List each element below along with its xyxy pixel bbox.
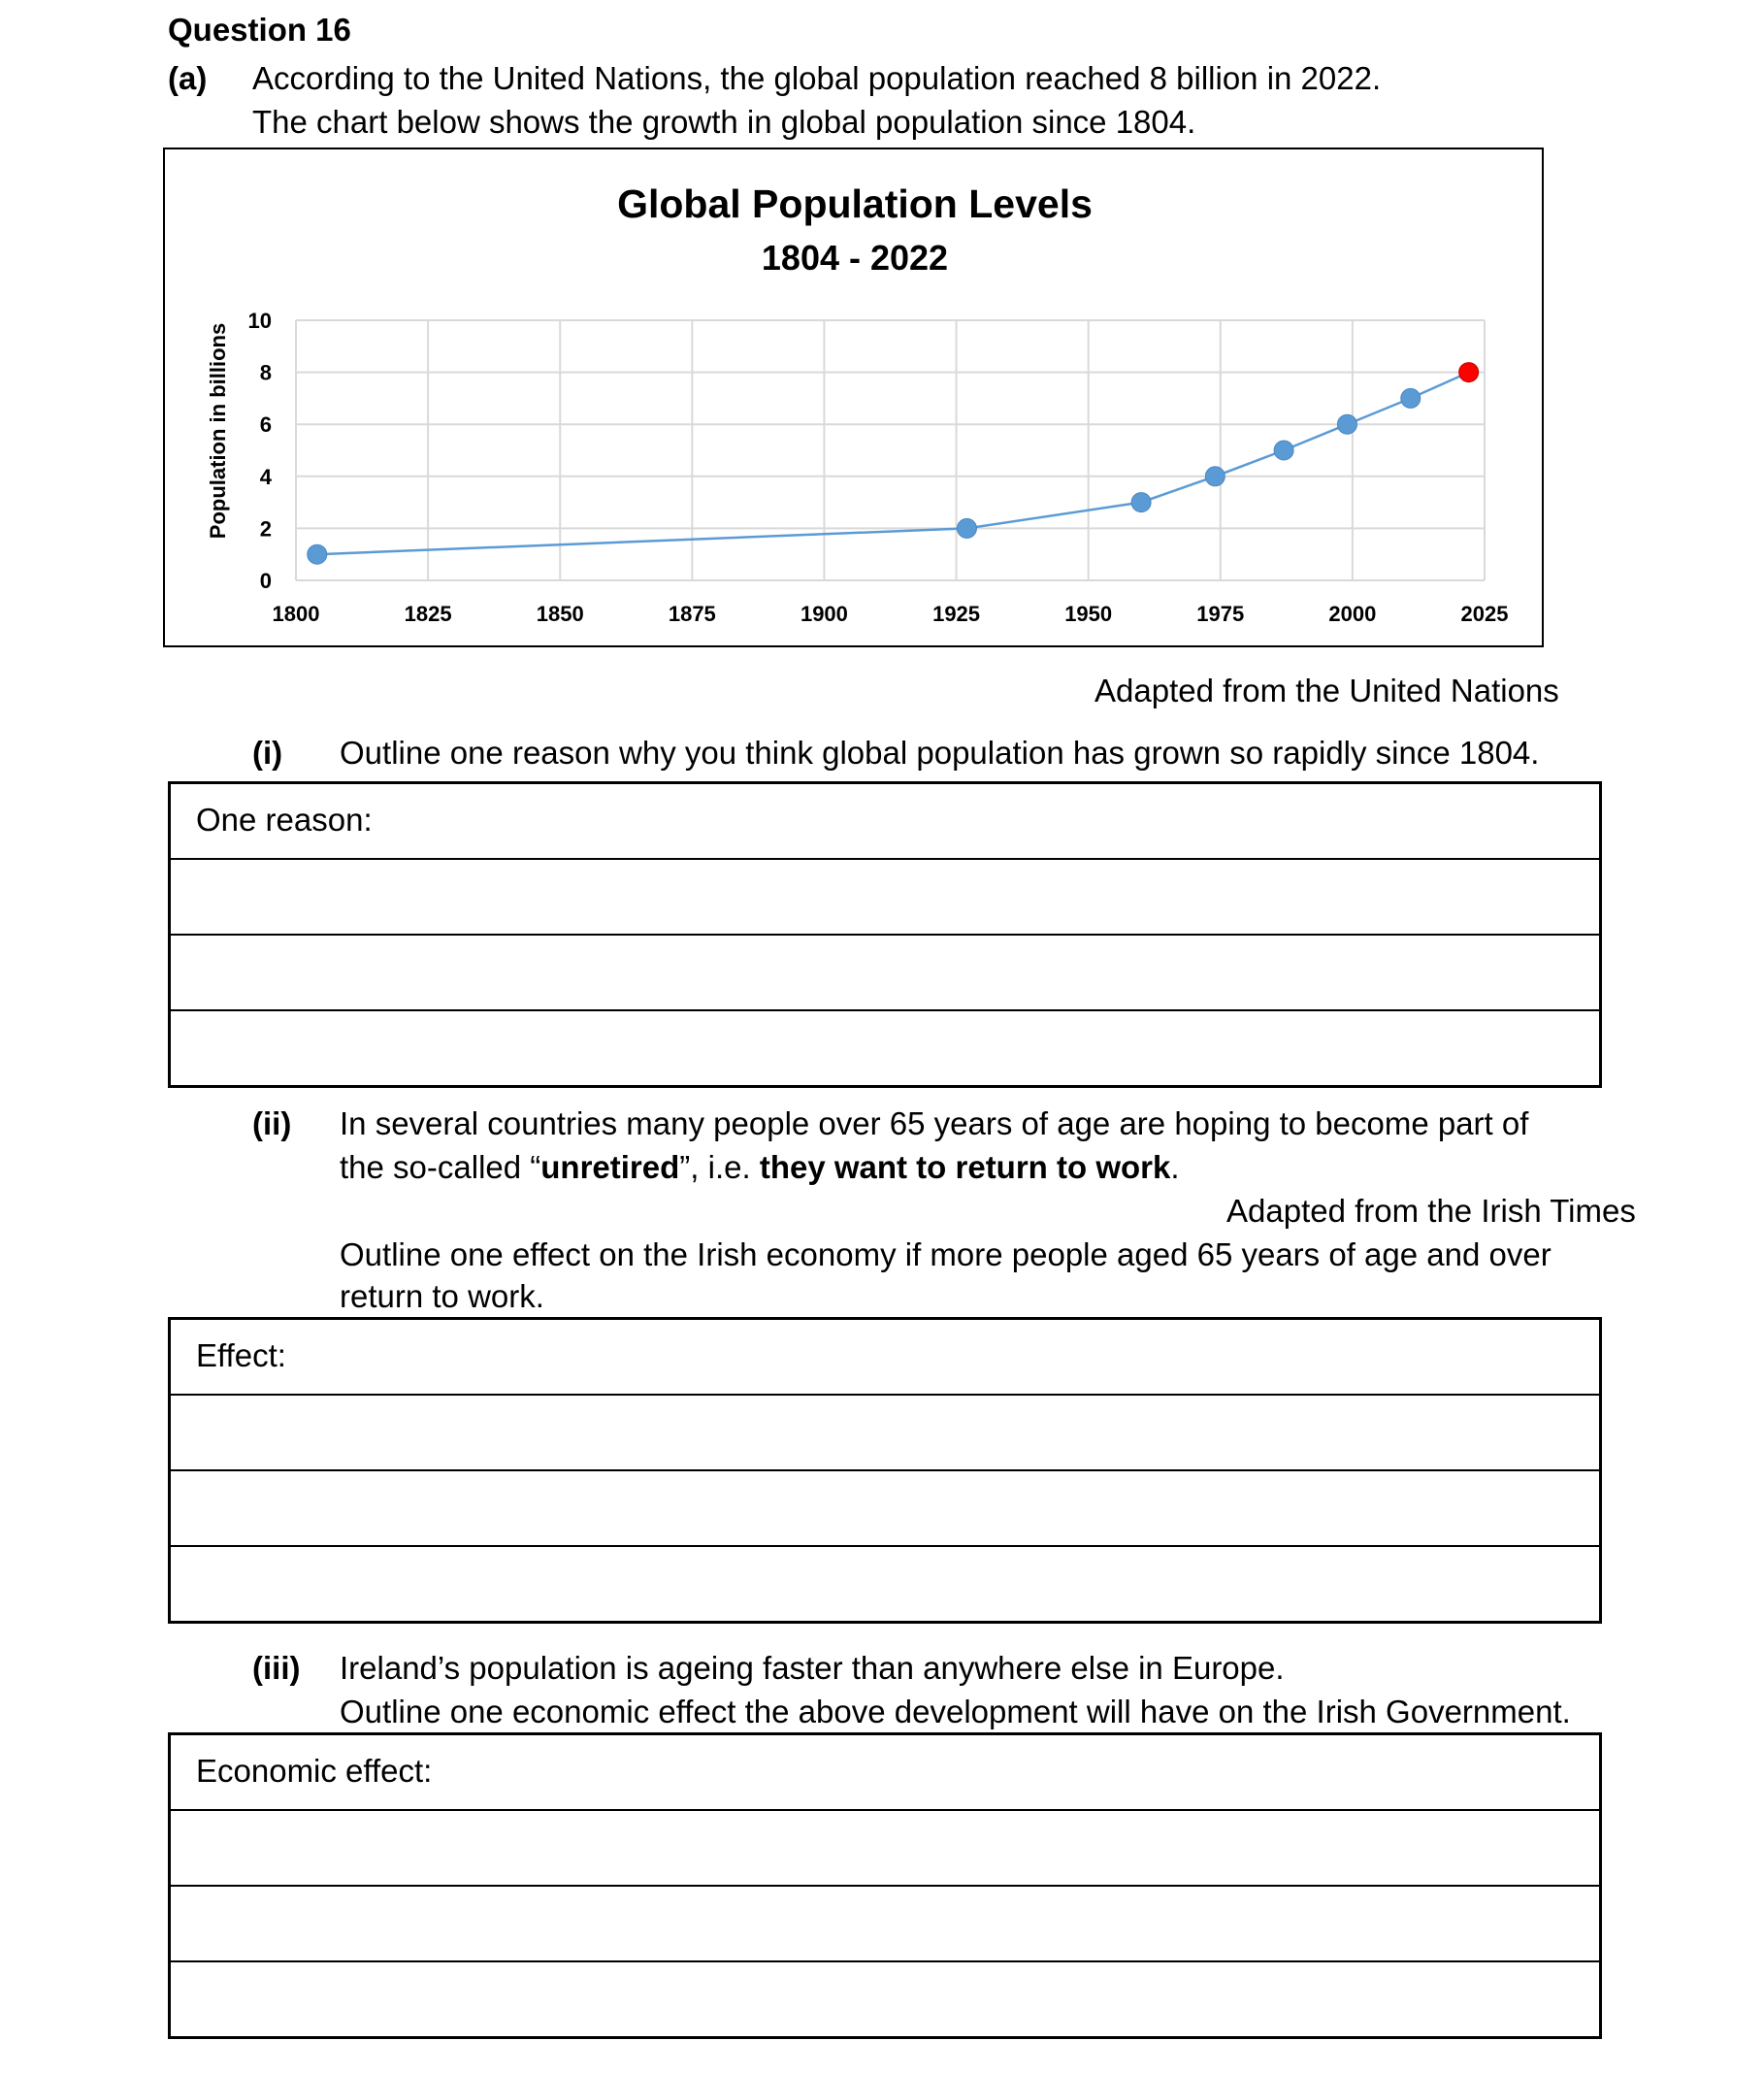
- answer-label-effect: Effect:: [196, 1337, 286, 1373]
- answer-line[interactable]: [171, 1011, 1599, 1087]
- data-point: [1337, 414, 1356, 434]
- x-tick-label: 1950: [1064, 602, 1113, 626]
- part-ii-line-2-pre: the so-called “: [340, 1149, 541, 1185]
- chart-svg: [165, 149, 1546, 649]
- answer-line[interactable]: [171, 1320, 1599, 1396]
- data-point: [308, 544, 327, 564]
- answer-line[interactable]: [171, 784, 1599, 860]
- answer-label-reason: One reason:: [196, 802, 373, 838]
- y-tick-label: 10: [247, 309, 272, 333]
- series-line: [317, 373, 1469, 555]
- answer-line[interactable]: [171, 860, 1599, 936]
- y-tick-label: 6: [259, 412, 272, 438]
- x-tick-label: 2025: [1460, 602, 1509, 626]
- intro-line-2: The chart below shows the growth in global population since 1804.: [252, 104, 1196, 140]
- answer-line[interactable]: [171, 936, 1599, 1011]
- part-ii-label: (ii): [252, 1105, 292, 1141]
- y-axis-label: Population in billions: [206, 322, 230, 540]
- y-tick-label: 4: [259, 464, 272, 489]
- answer-label-economic-effect: Economic effect:: [196, 1753, 433, 1789]
- x-tick-label: 2000: [1328, 602, 1377, 626]
- x-tick-label: 1850: [536, 602, 584, 626]
- x-tick-label: 1825: [404, 602, 452, 626]
- answer-line[interactable]: [171, 1811, 1599, 1887]
- chart-gridlines: [296, 320, 1485, 580]
- data-point: [957, 518, 976, 538]
- part-ii-line-2-mid: ”, i.e.: [679, 1149, 760, 1185]
- part-i-question: Outline one reason why you think global population has grown so rapidly since 1804.: [340, 735, 1540, 771]
- part-ii-line-3: Outline one effect on the Irish economy if more people aged 65 years of age and over: [340, 1236, 1552, 1272]
- answer-line[interactable]: [171, 1471, 1599, 1547]
- x-tick-label: 1875: [668, 602, 716, 626]
- question-title: Question 16: [168, 12, 351, 48]
- part-ii-line-2: [340, 1145, 1180, 1189]
- y-tick-label: 0: [259, 569, 272, 593]
- chart-subtitle: 1804 - 2022: [761, 238, 949, 278]
- chart-series: [308, 363, 1479, 565]
- return-to-work-phrase: they want to return to work: [759, 1149, 1171, 1185]
- x-tick-label: 1900: [800, 602, 848, 626]
- answer-line[interactable]: [171, 1735, 1599, 1811]
- part-a-label: (a): [168, 60, 208, 96]
- intro-line-1: According to the United Nations, the global population reached 8 billion in 2022.: [252, 60, 1382, 96]
- source-united-nations: Adapted from the United Nations: [1094, 673, 1559, 708]
- answer-box-effect[interactable]: [168, 1317, 1602, 1624]
- part-ii-line-1: In several countries many people over 65 years of age are hoping to become part of: [340, 1105, 1529, 1141]
- part-iii-label: (iii): [252, 1650, 301, 1686]
- unretired-term: unretired: [540, 1149, 680, 1185]
- x-tick-label: 1800: [272, 602, 320, 626]
- answer-line[interactable]: [171, 1887, 1599, 1962]
- y-tick-label: 8: [259, 360, 272, 385]
- answer-line[interactable]: [171, 1396, 1599, 1471]
- part-ii-line-2-post: .: [1170, 1149, 1180, 1185]
- data-point: [1131, 493, 1151, 512]
- part-iii-line-2: Outline one economic effect the above development will have on the Irish Government.: [340, 1694, 1571, 1729]
- data-point-highlight: [1459, 363, 1479, 382]
- y-tick-label: 2: [259, 516, 272, 542]
- chart-title: Global Population Levels: [617, 181, 1093, 226]
- answer-box-reason[interactable]: [168, 781, 1602, 1088]
- answer-line[interactable]: [171, 1962, 1599, 2038]
- part-ii-line-4: return to work.: [340, 1278, 544, 1314]
- answer-box-economic-effect[interactable]: [168, 1732, 1602, 2039]
- part-iii-line-1: Ireland’s population is ageing faster than anywhere else in Europe.: [340, 1650, 1285, 1686]
- source-irish-times: Adapted from the Irish Times: [1226, 1193, 1636, 1229]
- answer-line[interactable]: [171, 1547, 1599, 1623]
- data-point: [1205, 467, 1225, 486]
- x-tick-label: 1925: [932, 602, 981, 626]
- data-point: [1401, 388, 1421, 408]
- population-chart: [163, 148, 1544, 647]
- part-i-label: (i): [252, 735, 283, 771]
- x-tick-labels: [273, 602, 1509, 626]
- data-point: [1274, 441, 1293, 460]
- y-tick-labels: [248, 309, 273, 593]
- x-tick-label: 1975: [1196, 602, 1245, 626]
